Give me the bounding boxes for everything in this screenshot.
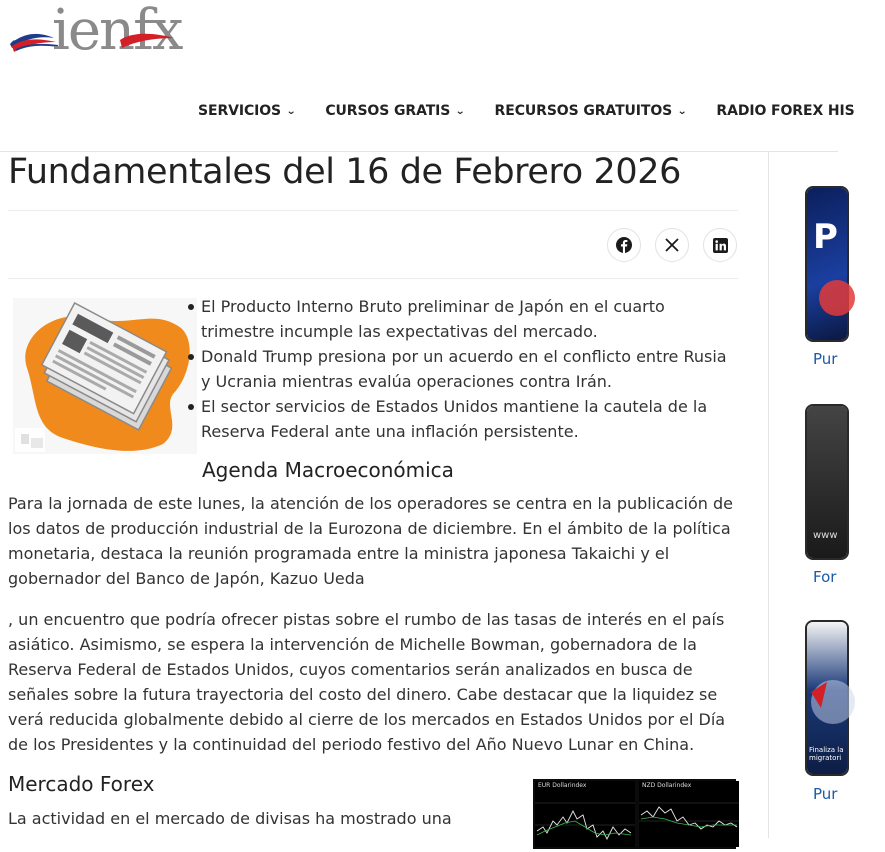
promo-banner-image xyxy=(807,406,847,558)
list-item: El Producto Interno Bruto preliminar de Japón en el cuarto trimestre incumple las expectativas del mercado. xyxy=(201,294,741,344)
section-heading-agenda: Agenda Macroeconómica xyxy=(202,458,454,482)
chevron-down-icon: ⌄ xyxy=(286,105,297,117)
facebook-icon xyxy=(616,237,632,253)
price-chart-nzd xyxy=(639,781,739,847)
logo-wordmark: ienfx xyxy=(52,0,182,63)
linkedin-icon xyxy=(713,238,728,253)
divider xyxy=(8,210,738,211)
dollar-index-charts-image xyxy=(533,779,736,849)
sidebar-link-3[interactable]: Pur xyxy=(813,785,838,803)
article-paragraph: Para la jornada de este lunes, la atención de los operadores se centra en la publicación de los datos de producción industrial de la Eurozona de diciembre. En el ámbito de la política monetaria, destaca la reunión programada entre la ministra japonesa Takaichi y el gobernador del Banco de Japón, Kazuo Ueda xyxy=(8,494,734,588)
nav-radio-forex[interactable] xyxy=(716,100,854,122)
page-title: Fundamentales del 16 de Febrero 2026 xyxy=(8,152,681,192)
section-heading-forex: Mercado Forex xyxy=(8,772,155,796)
promo-banner-image xyxy=(807,188,847,340)
share-facebook-button[interactable] xyxy=(607,228,641,262)
summary-bullet-list xyxy=(201,294,741,444)
price-chart-eur xyxy=(535,781,635,847)
nav-label: RADIO FOREX HIS xyxy=(716,103,855,119)
svg-text:www: www xyxy=(813,530,838,541)
sidebar-banner-3[interactable] xyxy=(807,622,847,774)
chart-label: EUR Dollarindex xyxy=(538,782,587,789)
chart-panel-eur xyxy=(535,781,635,847)
share-linkedin-button[interactable] xyxy=(703,228,737,262)
logo-swoosh-tag xyxy=(118,30,176,52)
svg-text:P: P xyxy=(813,217,838,257)
chevron-down-icon: ⌄ xyxy=(455,105,466,117)
banner-caption: Finaliza la migratori xyxy=(809,746,844,762)
sidebar-link-1[interactable]: Pur xyxy=(813,350,838,368)
newspaper-thumbnail xyxy=(13,298,197,454)
nav-recursos-gratuitos[interactable] xyxy=(495,100,687,122)
sidebar-link-2[interactable]: For xyxy=(813,568,837,586)
article-paragraph: La actividad en el mercado de divisas ha mostrado una xyxy=(8,809,452,828)
chart-label: NZD Dollarindex xyxy=(642,782,692,789)
nav-servicios[interactable] xyxy=(198,100,295,122)
site-header xyxy=(0,0,855,152)
list-item: El sector servicios de Estados Unidos mantiene la cautela de la Reserva Federal ante una inflación persistente. xyxy=(201,394,741,444)
nav-cursos-gratis[interactable] xyxy=(325,100,464,122)
newspaper-illustration xyxy=(13,298,197,454)
list-item: Donald Trump presiona por un acuerdo en el conflicto entre Rusia y Ucrania mientras evalúa operaciones contra Irán. xyxy=(201,344,741,394)
x-icon xyxy=(665,238,679,252)
divider xyxy=(8,278,738,279)
article-paragraph: , un encuentro que podría ofrecer pistas sobre el rumbo de las tasas de interés en el país asiático. Asimismo, se espera la intervención de Michelle Bowman, gobernadora de la Reserva Federal de Estados Unidos, cuyos comentarios serán analizados en busca de señales sobre la futura trayectoria del costo del dinero. Cabe destacar que la liquidez se verá reducida globalmente debido al cierre de los mercados en Estados Unidos por el Día de los Presidentes y la continuidad del periodo festivo del Año Nuevo Lunar en China. xyxy=(8,610,726,754)
sidebar-banner-1[interactable] xyxy=(807,188,847,340)
nav-label: SERVICIOS xyxy=(198,103,282,119)
sidebar xyxy=(768,152,844,838)
share-x-button[interactable] xyxy=(655,228,689,262)
nav-label: RECURSOS GRATUITOS xyxy=(494,103,673,119)
chevron-down-icon: ⌄ xyxy=(677,105,688,117)
nav-label: CURSOS GRATIS xyxy=(325,103,451,119)
sidebar-banner-2[interactable] xyxy=(807,406,847,558)
main-nav xyxy=(198,100,885,122)
site-logo[interactable] xyxy=(6,0,182,63)
chart-panel-nzd xyxy=(639,781,739,847)
